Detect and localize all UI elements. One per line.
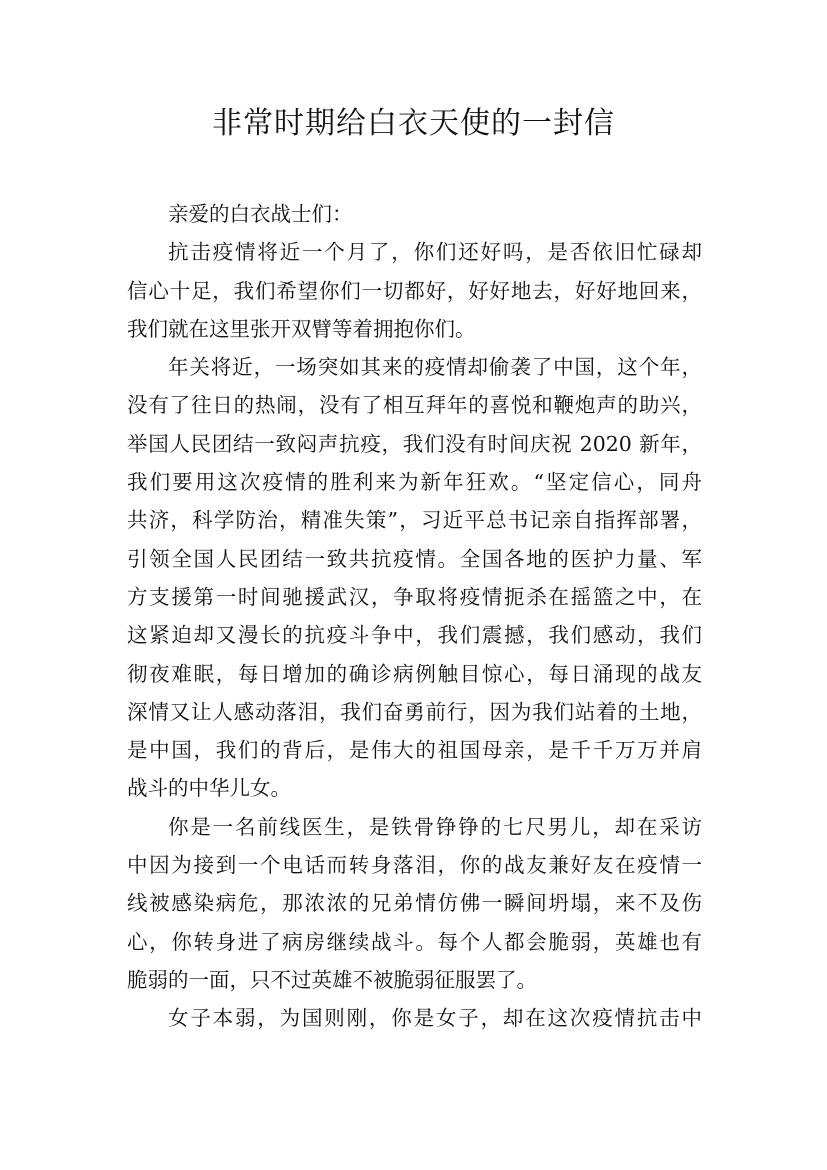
text-line: 战斗的中华儿女。: [127, 776, 291, 801]
text-line: 你是一名前线医生，是铁骨铮铮的七尺男儿，却在采访: [168, 814, 702, 839]
text-line: 彻夜难眠，每日增加的确诊病例触目惊心，每日涌现的战友: [127, 661, 702, 686]
text-line: 线被感染病危，那浓浓的兄弟情仿佛一瞬间坍塌，来不及伤: [127, 891, 702, 916]
text-line: 没有了往日的热闹，没有了相互拜年的喜悦和鞭炮声的助兴，: [127, 393, 702, 418]
text-line: 我们就在这里张开双臂等着拥抱你们。: [127, 316, 476, 341]
text-line: 女子本弱，为国则刚，你是女子，却在这次疫情抗击中: [168, 1006, 702, 1031]
text-line: 心，你转身进了病房继续战斗。每个人都会脆弱，英雄也有: [127, 929, 702, 954]
text-line: 共济，科学防治，精准失策”，习近平总书记亲自指挥部署，: [127, 508, 702, 533]
text-line: 中因为接到一个电话而转身落泪，你的战友兼好友在疫情一: [127, 853, 702, 878]
text-line: 抗击疫情将近一个月了，你们还好吗，是否依旧忙碌却: [168, 240, 702, 265]
text-line: 深情又让人感动落泪，我们奋勇前行，因为我们站着的土地，: [127, 699, 702, 724]
text-line: 是中国，我们的背后，是伟大的祖国母亲，是千千万万并肩: [127, 738, 702, 763]
page-title: 非常时期给白衣天使的一封信: [212, 106, 615, 141]
text-line: 亲爱的白衣战士们：: [168, 202, 353, 226]
text-line: 我们要用这次疫情的胜利来为新年狂欢。“坚定信心，同舟: [127, 470, 702, 495]
text-line: 引领全国人民团结一致共抗疫情。全国各地的医护力量、军: [127, 546, 702, 571]
text-line: 年关将近，一场突如其来的疫情却偷袭了中国，这个年，: [168, 355, 702, 380]
letter-body: [127, 195, 702, 1038]
text-line: 这紧迫却又漫长的抗疫斗争中，我们震撼，我们感动，我们: [127, 623, 702, 648]
text-line: 方支援第一时间驰援武汉，争取将疫情扼杀在摇篮之中，在: [127, 584, 702, 609]
text-line: 举国人民团结一致闷声抗疫，我们没有时间庆祝 2020 新年，: [127, 431, 702, 456]
text-line: 脆弱的一面，只不过英雄不被脆弱征服罢了。: [127, 967, 537, 992]
text-line: 信心十足，我们希望你们一切都好，好好地去，好好地回来，: [127, 278, 702, 303]
